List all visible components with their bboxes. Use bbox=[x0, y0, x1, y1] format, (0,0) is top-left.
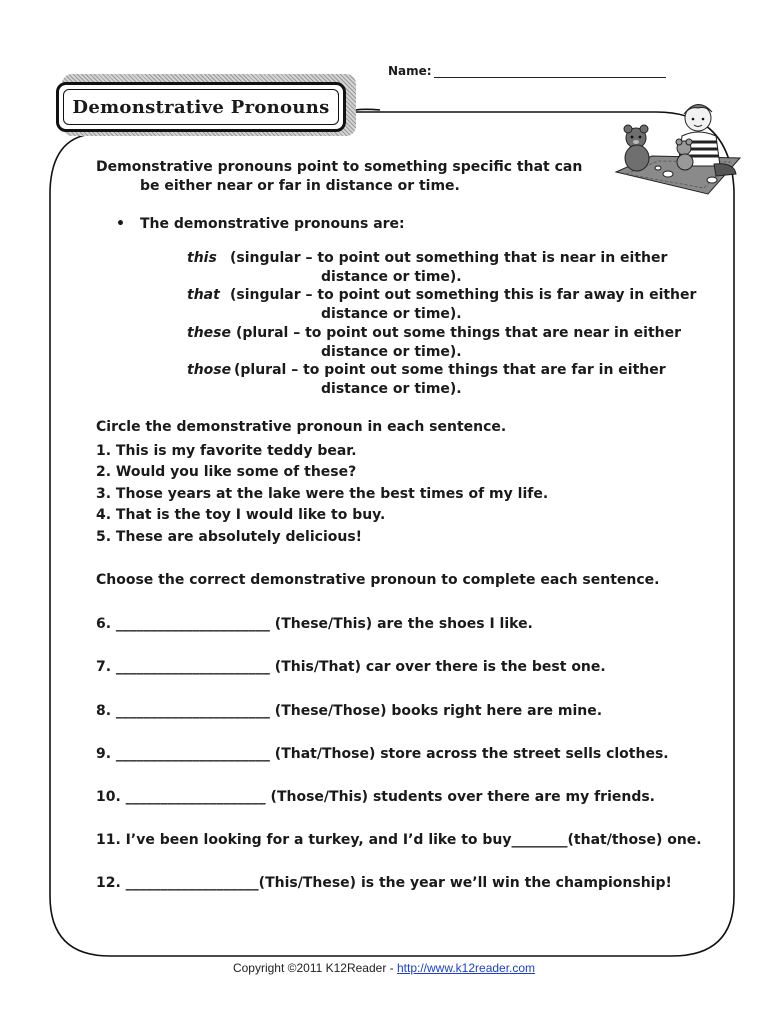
pronoun-word-these: these bbox=[187, 325, 231, 341]
copyright-text: Copyright ©2011 K12Reader - bbox=[232, 961, 397, 975]
pronoun-def-that: (singular – to point out something this is far away in either bbox=[230, 287, 697, 303]
pronoun-def-these-cont: distance or time). bbox=[321, 344, 462, 360]
list-item: 4. That is the toy I would like to buy. bbox=[96, 507, 386, 523]
k12reader-link[interactable]: http://www.k12reader.com bbox=[396, 961, 536, 975]
pronoun-word-this: this bbox=[187, 250, 217, 266]
page-title: Demonstrative Pronouns bbox=[72, 96, 330, 118]
fill-in-item[interactable]: 10. ____________________ (Those/This) students over there are my friends. bbox=[96, 789, 656, 805]
list-item: 5. These are absolutely delicious! bbox=[96, 529, 363, 545]
pronoun-word-that: that bbox=[187, 287, 220, 303]
fill-in-item[interactable]: 8. ______________________ (These/Those) books right here are mine. bbox=[96, 703, 603, 719]
section2-instruction: Choose the correct demonstrative pronoun to complete each sentence. bbox=[96, 572, 660, 588]
name-label: Name: bbox=[388, 64, 432, 78]
pronoun-def-this-cont: distance or time). bbox=[321, 269, 462, 285]
picnic-illustration bbox=[612, 96, 742, 196]
fill-in-item[interactable]: 9. ______________________ (That/Those) store across the street sells clothes. bbox=[96, 746, 669, 762]
title-banner bbox=[56, 82, 346, 132]
pronoun-def-those: (plural – to point out some things that are far in either bbox=[234, 362, 666, 378]
section1-instruction: Circle the demonstrative pronoun in each sentence. bbox=[96, 419, 507, 435]
fill-in-item[interactable]: 7. ______________________ (This/That) car over there is the best one. bbox=[96, 659, 606, 675]
bullet-text: The demonstrative pronouns are: bbox=[140, 216, 405, 232]
fill-in-item[interactable]: 6. ______________________ (These/This) are the shoes I like. bbox=[96, 616, 533, 632]
pronoun-def-this: (singular – to point out something that is near in either bbox=[230, 250, 668, 266]
name-underline bbox=[434, 65, 666, 78]
fill-in-item[interactable]: 11. I’ve been looking for a turkey, and I’d like to buy________(that/those) one. bbox=[96, 832, 702, 848]
list-item: 2. Would you like some of these? bbox=[96, 464, 357, 480]
name-field[interactable] bbox=[388, 64, 666, 78]
copyright-footer bbox=[0, 961, 768, 975]
title-banner-inner bbox=[63, 89, 339, 125]
list-item: 1. This is my favorite teddy bear. bbox=[96, 443, 357, 459]
fill-in-item[interactable]: 12. ___________________(This/These) is the year we’ll win the championship! bbox=[96, 875, 672, 891]
bullet-symbol: • bbox=[116, 216, 125, 232]
intro-line-1: Demonstrative pronouns point to something specific that can bbox=[96, 159, 583, 175]
pronoun-def-that-cont: distance or time). bbox=[321, 306, 462, 322]
list-item: 3. Those years at the lake were the best times of my life. bbox=[96, 486, 549, 502]
pronoun-def-these: (plural – to point out some things that are near in either bbox=[236, 325, 682, 341]
intro-line-2: be either near or far in distance or time. bbox=[140, 178, 460, 194]
pronoun-def-those-cont: distance or time). bbox=[321, 381, 462, 397]
pronoun-word-those: those bbox=[187, 362, 232, 378]
